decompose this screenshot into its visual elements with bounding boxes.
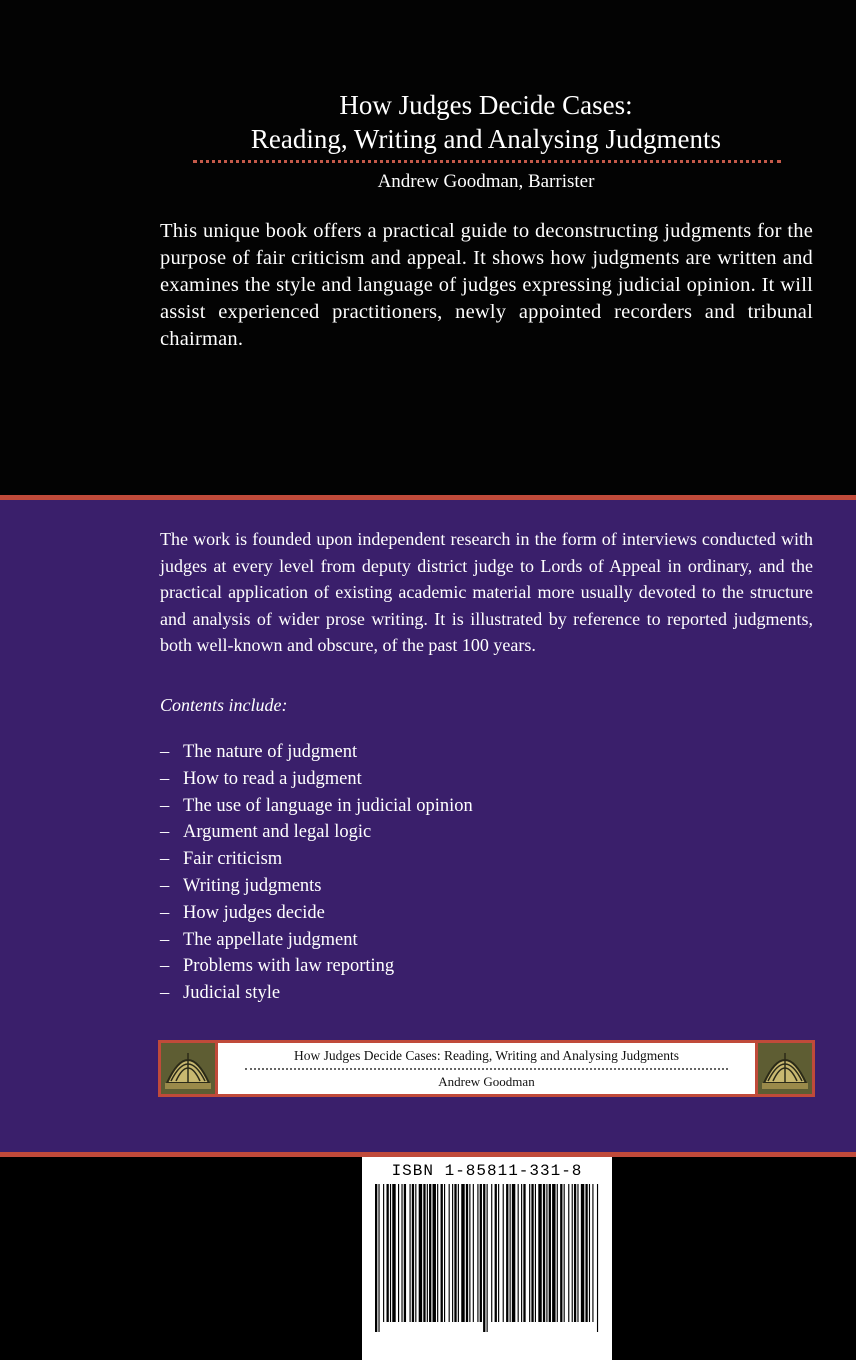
barcode-bar xyxy=(568,1184,569,1322)
barcode-bar xyxy=(510,1184,511,1322)
barcode-bar xyxy=(581,1184,584,1322)
barcode-bar xyxy=(401,1184,402,1322)
spine-strip xyxy=(158,1040,815,1097)
barcode-bar xyxy=(564,1184,565,1322)
barcode-bar xyxy=(483,1184,485,1332)
barcode-bar xyxy=(572,1184,573,1322)
ean-digits: 9 781858 113319 > xyxy=(14,1331,268,1354)
contents-item xyxy=(160,739,473,766)
barcode-bar xyxy=(535,1184,536,1322)
book-title-line2: Reading, Writing and Analysing Judgments xyxy=(250,124,722,154)
barcode-bar xyxy=(449,1184,450,1322)
contents-item-label: How to read a judgment xyxy=(183,768,362,789)
contents-item xyxy=(160,873,473,900)
barcode-bar xyxy=(398,1184,399,1322)
barcode-box xyxy=(362,1157,612,1360)
spine-title: How Judges Decide Cases: Reading, Writing and Analysing Judgments xyxy=(293,1048,680,1063)
spine-label xyxy=(218,1043,755,1094)
barcode-bar xyxy=(429,1184,431,1322)
spine-author: Andrew Goodman xyxy=(438,1074,535,1089)
barcode-bar xyxy=(480,1184,482,1322)
barcode-bar xyxy=(506,1184,508,1322)
barcode-bar xyxy=(390,1184,391,1322)
blurb-paragraph: This unique book offers a practical guide to deconstructing judgments for the purpose of fair criticism and appeal. It shows how judgments are written and examines the style and language of judges expressing judicial opinion. It will assist experienced practitioners, newly appointed recorders and tribunal chairman. xyxy=(160,220,813,350)
barcode-bar xyxy=(419,1184,422,1322)
emblem-left-icon xyxy=(161,1043,215,1094)
barcode-bar xyxy=(523,1184,525,1322)
barcode-bar xyxy=(383,1184,384,1322)
contents-heading: Contents include: xyxy=(160,695,288,715)
barcode-bar xyxy=(412,1184,414,1322)
contents-item xyxy=(160,953,473,980)
barcode-bar xyxy=(589,1184,590,1322)
emblem-right-icon xyxy=(758,1043,812,1094)
barcode-bar xyxy=(437,1184,438,1322)
barcode-bar xyxy=(415,1184,416,1322)
barcode-bar xyxy=(529,1184,530,1322)
dash-bullet: – xyxy=(160,795,170,816)
dash-bullet: – xyxy=(160,902,170,923)
barcode-bar xyxy=(423,1184,425,1322)
barcode-bar xyxy=(495,1184,497,1322)
contents-item-label: Problems with law reporting xyxy=(183,956,395,977)
dash-bullet: – xyxy=(160,983,170,1004)
barcode-icon xyxy=(375,1184,599,1332)
contents-item xyxy=(160,980,473,1007)
contents-list xyxy=(160,739,473,1007)
barcode-bar xyxy=(498,1184,499,1322)
barcode-bar xyxy=(454,1184,456,1322)
barcode-bar xyxy=(452,1184,453,1322)
contents-item xyxy=(160,846,473,873)
barcode-bar xyxy=(531,1184,533,1322)
dash-bullet: – xyxy=(160,768,170,789)
book-title xyxy=(160,88,812,156)
dash-bullet: – xyxy=(160,742,170,762)
barcode-bar xyxy=(538,1184,541,1322)
research-paragraph: The work is founded upon independent research in the form of interviews conducted with judges at every level from deputy district judge to Lords of Appeal in ordinary, and the practical application of existing academic material more usually devoted to the structure and analysis of wider prose writing. It is illustrated by reference to reported judgments, both well-known and obscure, of the past 100 years. xyxy=(160,529,813,655)
barcode-bar xyxy=(552,1184,555,1322)
contents-item-label: The nature of judgment xyxy=(183,742,358,762)
barcode-bar xyxy=(444,1184,445,1322)
dash-bullet: – xyxy=(160,956,170,977)
contents-item-label: Judicial style xyxy=(183,983,281,1004)
barcode-bar xyxy=(549,1184,551,1322)
barcode-bar xyxy=(560,1184,562,1322)
barcode-bar xyxy=(375,1184,377,1332)
spine-divider xyxy=(245,1068,728,1070)
contents-item xyxy=(160,793,473,820)
barcode-bar xyxy=(441,1184,443,1322)
barcode-bar xyxy=(473,1184,474,1322)
dash-bullet: – xyxy=(160,822,170,843)
barcode-bar xyxy=(521,1184,522,1322)
dash-bullet: – xyxy=(160,875,170,896)
barcode-bar xyxy=(469,1184,470,1322)
barcode-bar xyxy=(585,1184,587,1322)
barcode-bar xyxy=(477,1184,478,1322)
barcode-bar xyxy=(410,1184,411,1322)
contents-item-label: Fair criticism xyxy=(183,849,283,870)
dash-bullet: – xyxy=(160,849,170,870)
barcode-bar xyxy=(466,1184,468,1322)
barcode-bar xyxy=(458,1184,459,1322)
contents-item xyxy=(160,766,473,793)
book-title-line1: How Judges Decide Cases: xyxy=(339,90,633,120)
contents-item-label: The appellate judgment xyxy=(183,929,358,950)
barcode-bar xyxy=(557,1184,558,1322)
barcode-bar xyxy=(574,1184,576,1322)
book-author: Andrew Goodman, Barrister xyxy=(377,171,595,192)
contents-item-label: Argument and legal logic xyxy=(183,822,372,843)
barcode-bar xyxy=(597,1184,598,1332)
contents-item xyxy=(160,927,473,954)
barcode-bar xyxy=(577,1184,578,1322)
barcode-bar xyxy=(433,1184,436,1322)
barcode-bar xyxy=(461,1184,464,1322)
contents-item-label: The use of language in judicial opinion xyxy=(183,795,473,816)
contents-item xyxy=(160,819,473,846)
dash-bullet: – xyxy=(160,929,170,950)
barcode-bar xyxy=(491,1184,492,1322)
title-divider xyxy=(193,160,781,163)
barcode-bar xyxy=(392,1184,395,1322)
barcode-bar xyxy=(518,1184,519,1322)
isbn-text: ISBN 1-85811-331-8 xyxy=(391,1162,583,1180)
barcode-bar xyxy=(546,1184,547,1322)
contents-item xyxy=(160,900,473,927)
barcode-bar xyxy=(543,1184,545,1322)
contents-item-label: Writing judgments xyxy=(183,875,322,896)
barcode-bar xyxy=(404,1184,406,1322)
barcode-bar xyxy=(592,1184,593,1322)
barcode-bar xyxy=(512,1184,515,1322)
barcode-bar xyxy=(427,1184,428,1322)
barcode-bar xyxy=(503,1184,504,1322)
barcode-bar xyxy=(387,1184,389,1322)
contents-item-label: How judges decide xyxy=(183,902,325,923)
barcode-bar xyxy=(378,1184,379,1332)
barcode-bar xyxy=(487,1184,488,1332)
